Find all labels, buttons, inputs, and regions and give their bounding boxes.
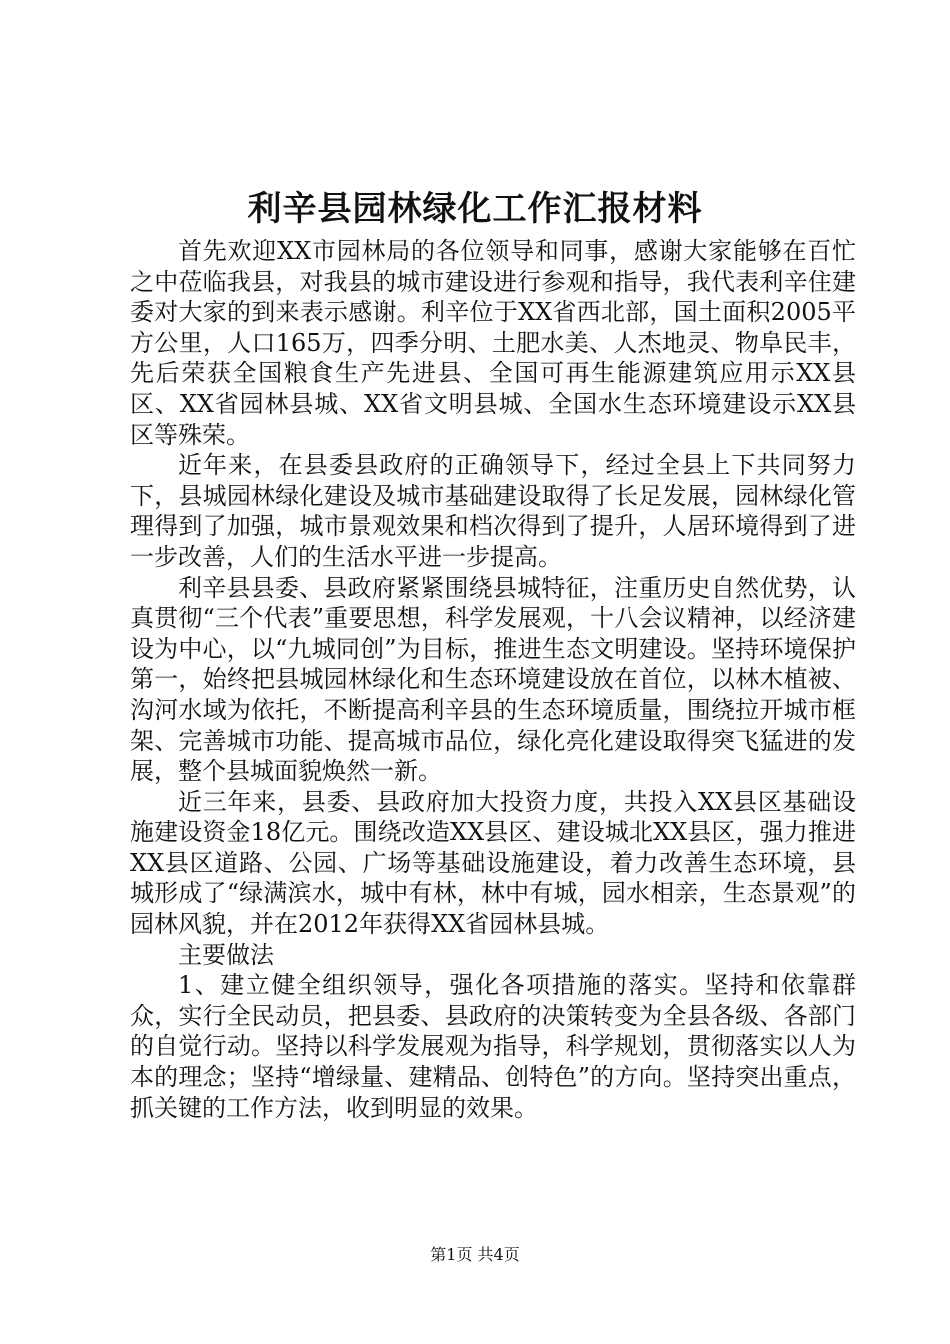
paragraph-intro: 首先欢迎XX市园林局的各位领导和同事，感谢大家能够在百忙之中莅临我县，对我县的城市建设进行参观和指导，我代表利辛住建委对大家的到来表示感谢。利辛位于XX省西北部，国土面积2005平方公里，人口165万，四季分明、土肥水美、人杰地灵、物阜民丰，先后荣获全国粮食生产先进县、全国可再生能源建筑应用示XX县区、XX省园林县城、XX省文明县城、全国水生态环境建设示XX县区等殊荣。 [130, 237, 856, 449]
section-heading-main-methods: 主要做法 [178, 940, 274, 969]
paragraph-recent-years: 近年来，在县委县政府的正确领导下，经过全县上下共同努力下，县城园林绿化建设及城市基础建设取得了长足发展，园林绿化管理得到了加强，城市景观效果和档次得到了提升，人居环境得到了进一步改善，人们的生活水平进一步提高。 [130, 451, 856, 571]
paragraph-method-1: 1、建立健全组织领导，强化各项措施的落实。坚持和依靠群众，实行全民动员，把县委、县政府的决策转变为全县各级、各部门的自觉行动。坚持以科学发展观为指导，科学规划，贯彻落实以人为本的理念；坚持“增绿量、建精品、创特色”的方向。坚持突出重点，抓关键的工作方法，收到明显的效果。 [130, 971, 856, 1122]
document-title: 利辛县园林绿化工作汇报材料 [247, 189, 703, 229]
paragraph-investment: 近三年来，县委、县政府加大投资力度，共投入XX县区基础设施建设资金18亿元。围绕改造XX县区、建设城北XX县区，强力推进XX县区道路、公园、广场等基础设施建设，着力改善生态环境，县城形成了“绿满滨水，城中有林，林中有城，园水相亲，生态景观”的园林风貌，并在2012年获得XX省园林县城。 [130, 787, 856, 939]
paragraph-county-committee: 利辛县县委、县政府紧紧围绕县城特征，注重历史自然优势，认真贯彻“三个代表”重要思想，科学发展观，十八会议精神，以经济建设为中心，以“九城同创”为目标，推进生态文明建设。坚持环境保护第一，始终把县城园林绿化和生态环境建设放在首位，以林木植被、沟河水域为依托，不断提高利辛县的生态环境质量，围绕拉开城市框架、完善城市功能、提高城市品位，绿化亮化建设取得突飞猛进的发展，整个县城面貌焕然一新。 [130, 573, 856, 786]
page-footer: 第1页 共4页 [430, 1245, 520, 1264]
document-body [130, 236, 856, 1123]
